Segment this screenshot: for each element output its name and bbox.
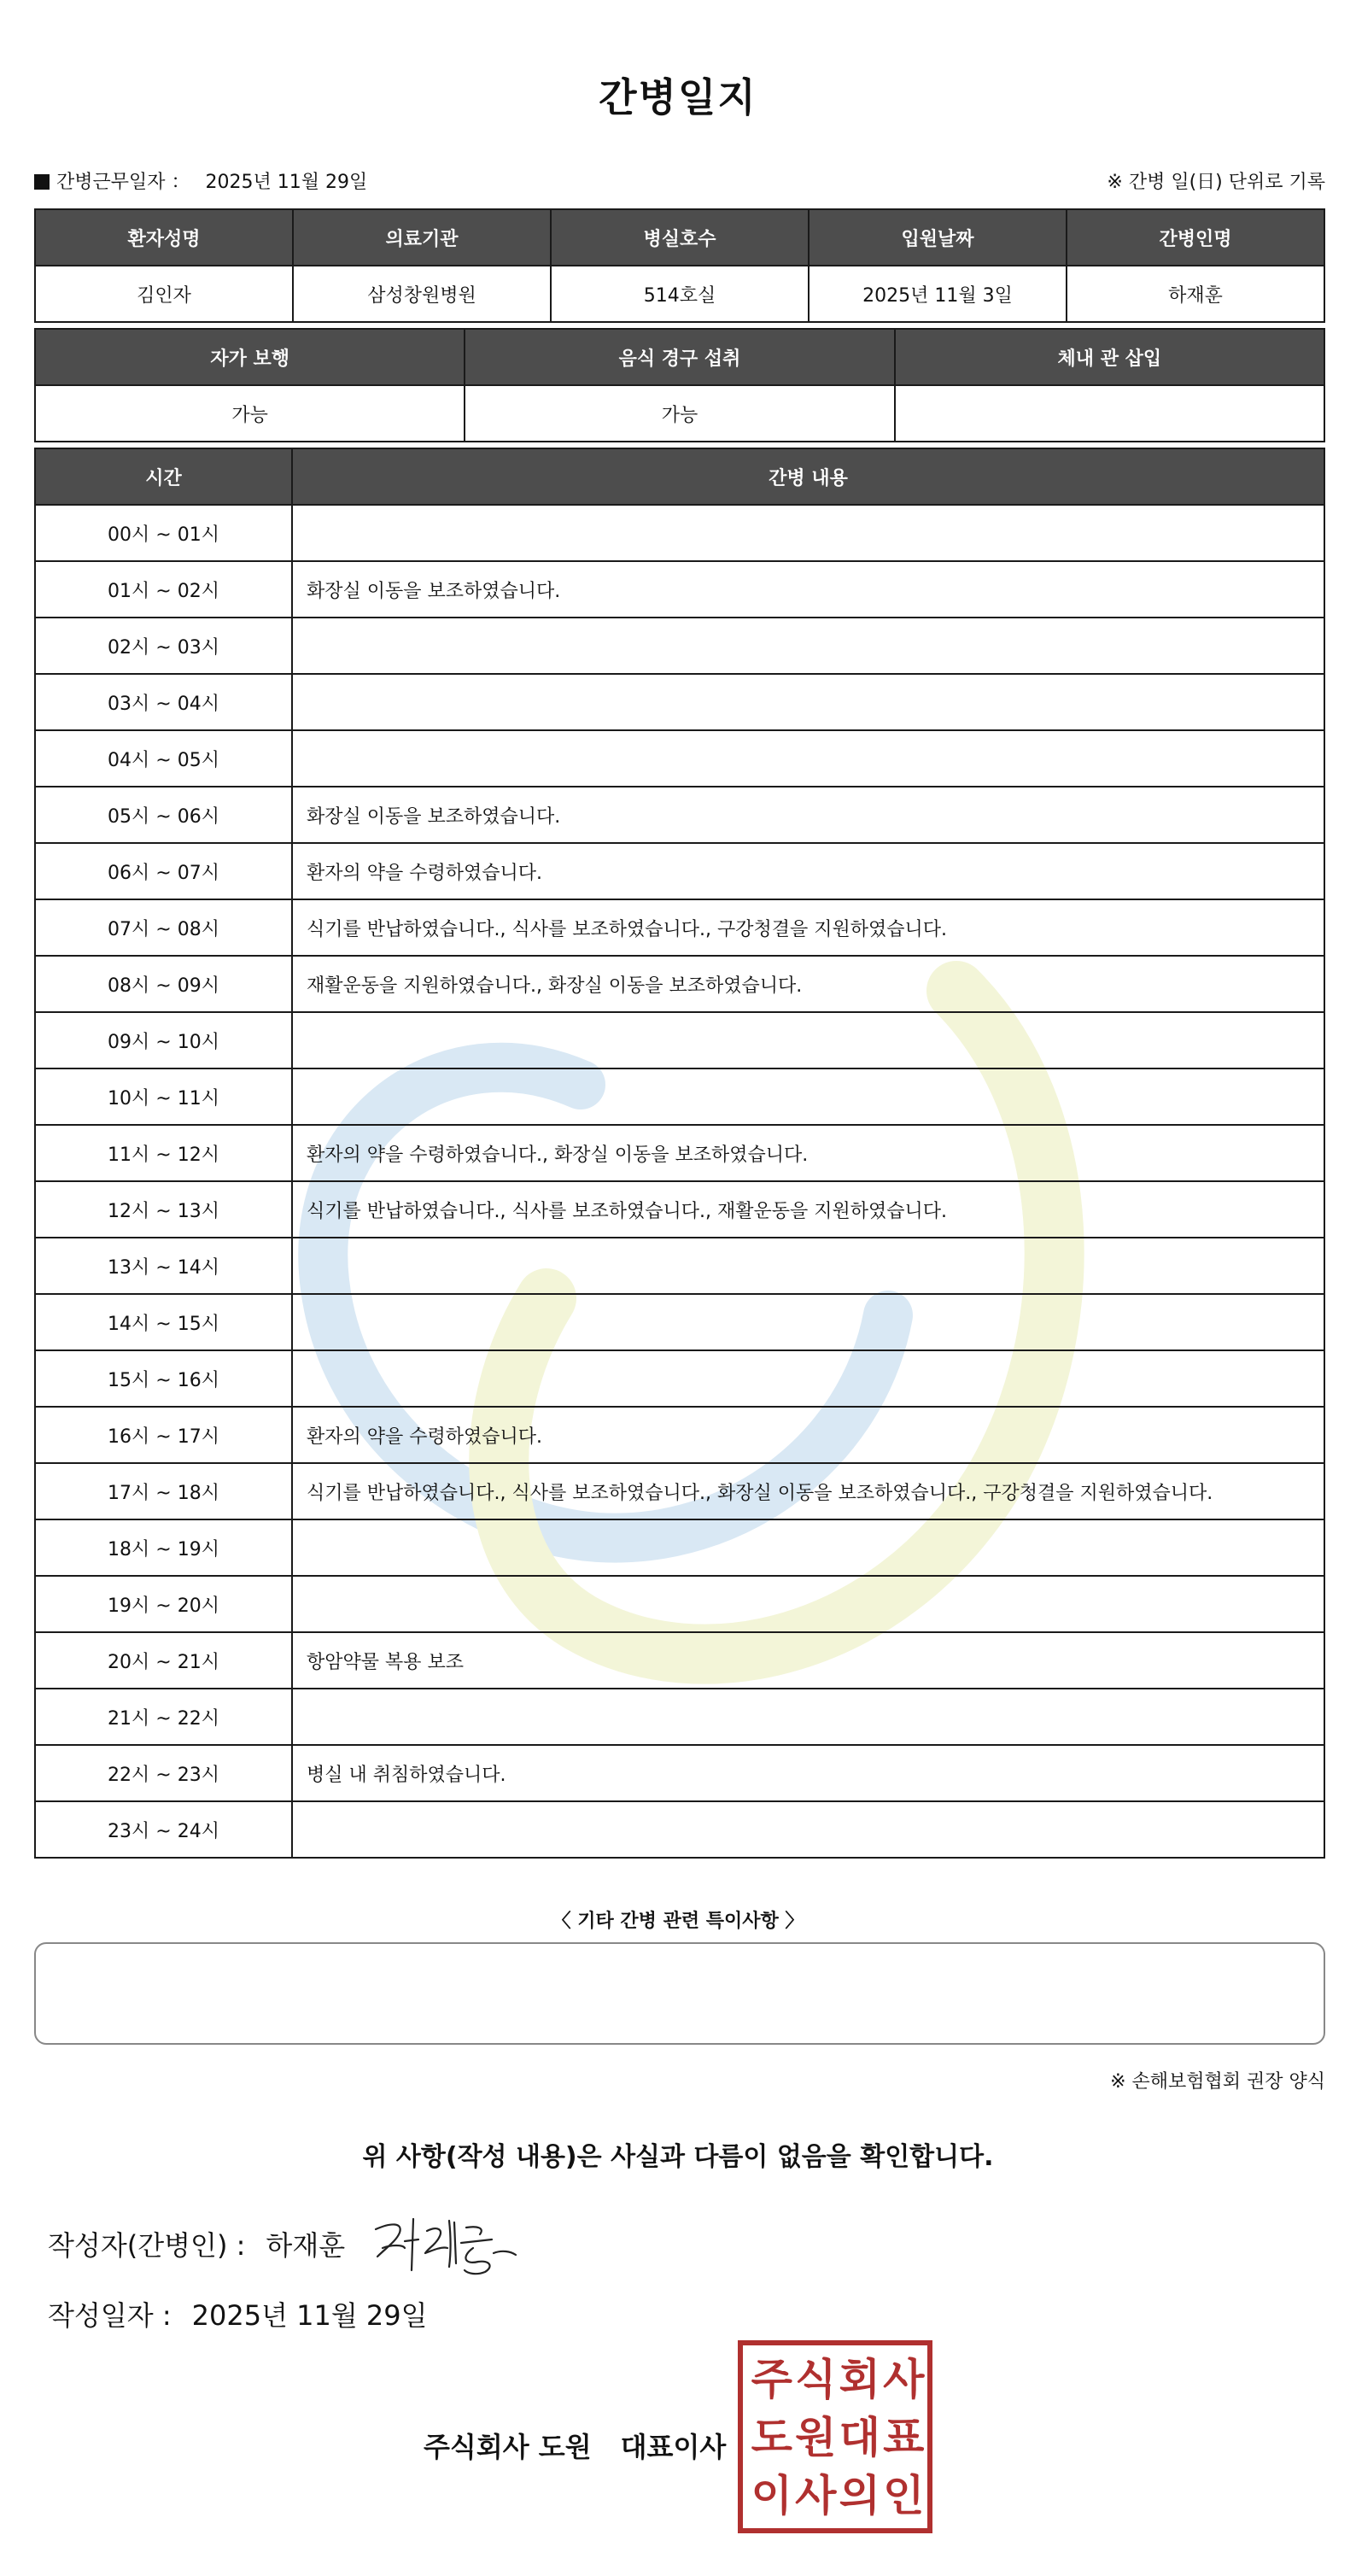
care-log-table <box>34 448 1325 1859</box>
time-slot: 23시 ~ 24시 <box>35 1801 292 1858</box>
care-content <box>292 1576 1324 1632</box>
seal-character: 원 <box>795 2413 837 2462</box>
time-slot: 02시 ~ 03시 <box>35 618 292 674</box>
care-content <box>292 674 1324 730</box>
company-name: 주식회사 도원 <box>424 2431 592 2463</box>
author-label: 작성자(간병인) : <box>48 2229 246 2262</box>
work-date-label: 간병근무일자 ： <box>56 172 190 193</box>
seal-character: 사 <box>883 2355 925 2404</box>
company-signature-line <box>424 2426 726 2465</box>
special-notes-label: 〈 기타 간병 관련 특이사항 〉 <box>552 1911 804 1932</box>
care-content <box>292 505 1324 561</box>
caregiver-name: 하재훈 <box>1067 266 1324 322</box>
header-hospital: 의료기관 <box>293 209 551 266</box>
time-slot: 11시 ~ 12시 <box>35 1125 292 1181</box>
time-slot: 03시 ~ 04시 <box>35 674 292 730</box>
seal-character: 인 <box>883 2471 925 2520</box>
care-content: 환자의 약을 수령하였습니다., 화장실 이동을 보조하였습니다. <box>292 1125 1324 1181</box>
care-content: 식기를 반납하였습니다., 식사를 보조하였습니다., 재활운동을 지원하였습니다. <box>292 1181 1324 1238</box>
care-log-body <box>35 505 1324 1858</box>
seal-character: 회 <box>839 2355 880 2404</box>
table-row <box>35 1519 1324 1576</box>
care-content: 화장실 이동을 보조하였습니다. <box>292 561 1324 618</box>
table-header-row <box>35 329 1324 385</box>
time-slot: 07시 ~ 08시 <box>35 899 292 956</box>
header-time: 시간 <box>35 448 292 505</box>
table-row <box>35 1125 1324 1181</box>
work-date-value: 2025년 11월 29일 <box>205 172 368 193</box>
room-number: 514호실 <box>551 266 809 322</box>
written-date-line <box>48 2294 428 2333</box>
written-date-value: 2025년 11월 29일 <box>191 2299 428 2332</box>
care-content: 병실 내 취침하였습니다. <box>292 1745 1324 1801</box>
unit-note: ※ 간병 일(日) 단위로 기록 <box>1107 172 1325 193</box>
header-caregiver: 간병인명 <box>1067 209 1324 266</box>
time-slot: 19시 ~ 20시 <box>35 1576 292 1632</box>
time-slot: 16시 ~ 17시 <box>35 1407 292 1463</box>
table-row <box>35 1350 1324 1407</box>
handwritten-signature <box>365 2210 519 2282</box>
care-content <box>292 1238 1324 1294</box>
time-slot: 00시 ~ 01시 <box>35 505 292 561</box>
table-row <box>35 561 1324 618</box>
self-walking-value: 가능 <box>35 385 465 442</box>
table-row <box>35 1294 1324 1350</box>
hospital-name: 삼성창원병원 <box>293 266 551 322</box>
square-bullet-icon <box>34 174 50 190</box>
seal-character: 도 <box>751 2413 792 2462</box>
time-slot: 15시 ~ 16시 <box>35 1350 292 1407</box>
table-row <box>35 1632 1324 1689</box>
care-content: 환자의 약을 수령하였습니다. <box>292 843 1324 899</box>
care-content: 항암약물 복용 보조 <box>292 1632 1324 1689</box>
table-row <box>35 899 1324 956</box>
table-row <box>35 843 1324 899</box>
confirmation-statement: 위 사항(작성 내용)은 사실과 다름이 없음을 확인합니다. <box>362 2142 994 2172</box>
header-room: 병실호수 <box>551 209 809 266</box>
seal-character: 사 <box>795 2471 837 2520</box>
table-row <box>35 1689 1324 1745</box>
time-slot: 08시 ~ 09시 <box>35 956 292 1012</box>
care-content: 식기를 반납하였습니다., 식사를 보조하였습니다., 화장실 이동을 보조하였습니다., 구강청결을 지원하였습니다. <box>292 1463 1324 1519</box>
header-admission-date: 입원날짜 <box>809 209 1067 266</box>
special-notes-box[interactable] <box>34 1942 1325 2045</box>
time-slot: 17시 ~ 18시 <box>35 1463 292 1519</box>
care-content <box>292 618 1324 674</box>
meta-row <box>34 167 1325 195</box>
care-content: 재활운동을 지원하였습니다., 화장실 이동을 보조하였습니다. <box>292 956 1324 1012</box>
table-row <box>35 505 1324 561</box>
care-content: 환자의 약을 수령하였습니다. <box>292 1407 1324 1463</box>
form-source-note: ※ 손해보험협회 권장 양식 <box>1110 2071 1325 2093</box>
table-row <box>35 730 1324 787</box>
time-slot: 18시 ~ 19시 <box>35 1519 292 1576</box>
table-row <box>35 1068 1324 1125</box>
care-content <box>292 1689 1324 1745</box>
table-header-row <box>35 209 1324 266</box>
table-row <box>35 787 1324 843</box>
table-header-row <box>35 448 1324 505</box>
care-content <box>292 1068 1324 1125</box>
table-row <box>35 674 1324 730</box>
header-self-walking: 자가 보행 <box>35 329 465 385</box>
table-row <box>35 1745 1324 1801</box>
care-content: 화장실 이동을 보조하였습니다. <box>292 787 1324 843</box>
time-slot: 05시 ~ 06시 <box>35 787 292 843</box>
time-slot: 04시 ~ 05시 <box>35 730 292 787</box>
table-row <box>35 1012 1324 1068</box>
table-row <box>35 1801 1324 1858</box>
time-slot: 21시 ~ 22시 <box>35 1689 292 1745</box>
patient-status-table <box>34 328 1325 442</box>
time-slot: 13시 ~ 14시 <box>35 1238 292 1294</box>
time-slot: 06시 ~ 07시 <box>35 843 292 899</box>
written-date-label: 작성일자 : <box>48 2299 172 2332</box>
seal-characters <box>750 2351 926 2525</box>
seal-character: 이 <box>751 2471 792 2520</box>
page-title: 간병일지 <box>599 74 757 120</box>
header-care-content: 간병 내용 <box>292 448 1324 505</box>
time-slot: 20시 ~ 21시 <box>35 1632 292 1689</box>
care-content <box>292 1801 1324 1858</box>
care-content <box>292 1294 1324 1350</box>
time-slot: 14시 ~ 15시 <box>35 1294 292 1350</box>
ceo-title: 대표이사 <box>620 2431 727 2463</box>
time-slot: 09시 ~ 10시 <box>35 1012 292 1068</box>
time-slot: 12시 ~ 13시 <box>35 1181 292 1238</box>
table-row <box>35 266 1324 322</box>
table-row <box>35 1463 1324 1519</box>
patient-info-table <box>34 208 1325 323</box>
table-row <box>35 1181 1324 1238</box>
table-row <box>35 1407 1324 1463</box>
author-line <box>48 2224 345 2263</box>
seal-character: 의 <box>839 2471 880 2520</box>
header-tube-insertion: 체내 관 삽입 <box>895 329 1324 385</box>
header-oral-intake: 음식 경구 섭취 <box>465 329 894 385</box>
table-row <box>35 956 1324 1012</box>
time-slot: 01시 ~ 02시 <box>35 561 292 618</box>
time-slot: 10시 ~ 11시 <box>35 1068 292 1125</box>
author-name: 하재훈 <box>266 2229 346 2262</box>
seal-character: 표 <box>883 2413 925 2462</box>
header-patient-name: 환자성명 <box>35 209 293 266</box>
care-content <box>292 730 1324 787</box>
patient-name: 김인자 <box>35 266 293 322</box>
table-row <box>35 385 1324 442</box>
care-content <box>292 1350 1324 1407</box>
care-content: 식기를 반납하였습니다., 식사를 보조하였습니다., 구강청결을 지원하였습니다. <box>292 899 1324 956</box>
seal-character: 대 <box>839 2413 880 2462</box>
oral-intake-value: 가능 <box>465 385 894 442</box>
care-content <box>292 1519 1324 1576</box>
company-seal-stamp <box>738 2340 932 2533</box>
admission-date: 2025년 11월 3일 <box>809 266 1067 322</box>
seal-character: 주 <box>751 2355 792 2404</box>
table-row <box>35 1576 1324 1632</box>
tube-insertion-value <box>895 385 1324 442</box>
work-date <box>34 167 367 194</box>
table-row <box>35 618 1324 674</box>
table-row <box>35 1238 1324 1294</box>
care-content <box>292 1012 1324 1068</box>
seal-character: 식 <box>795 2355 837 2404</box>
time-slot: 22시 ~ 23시 <box>35 1745 292 1801</box>
